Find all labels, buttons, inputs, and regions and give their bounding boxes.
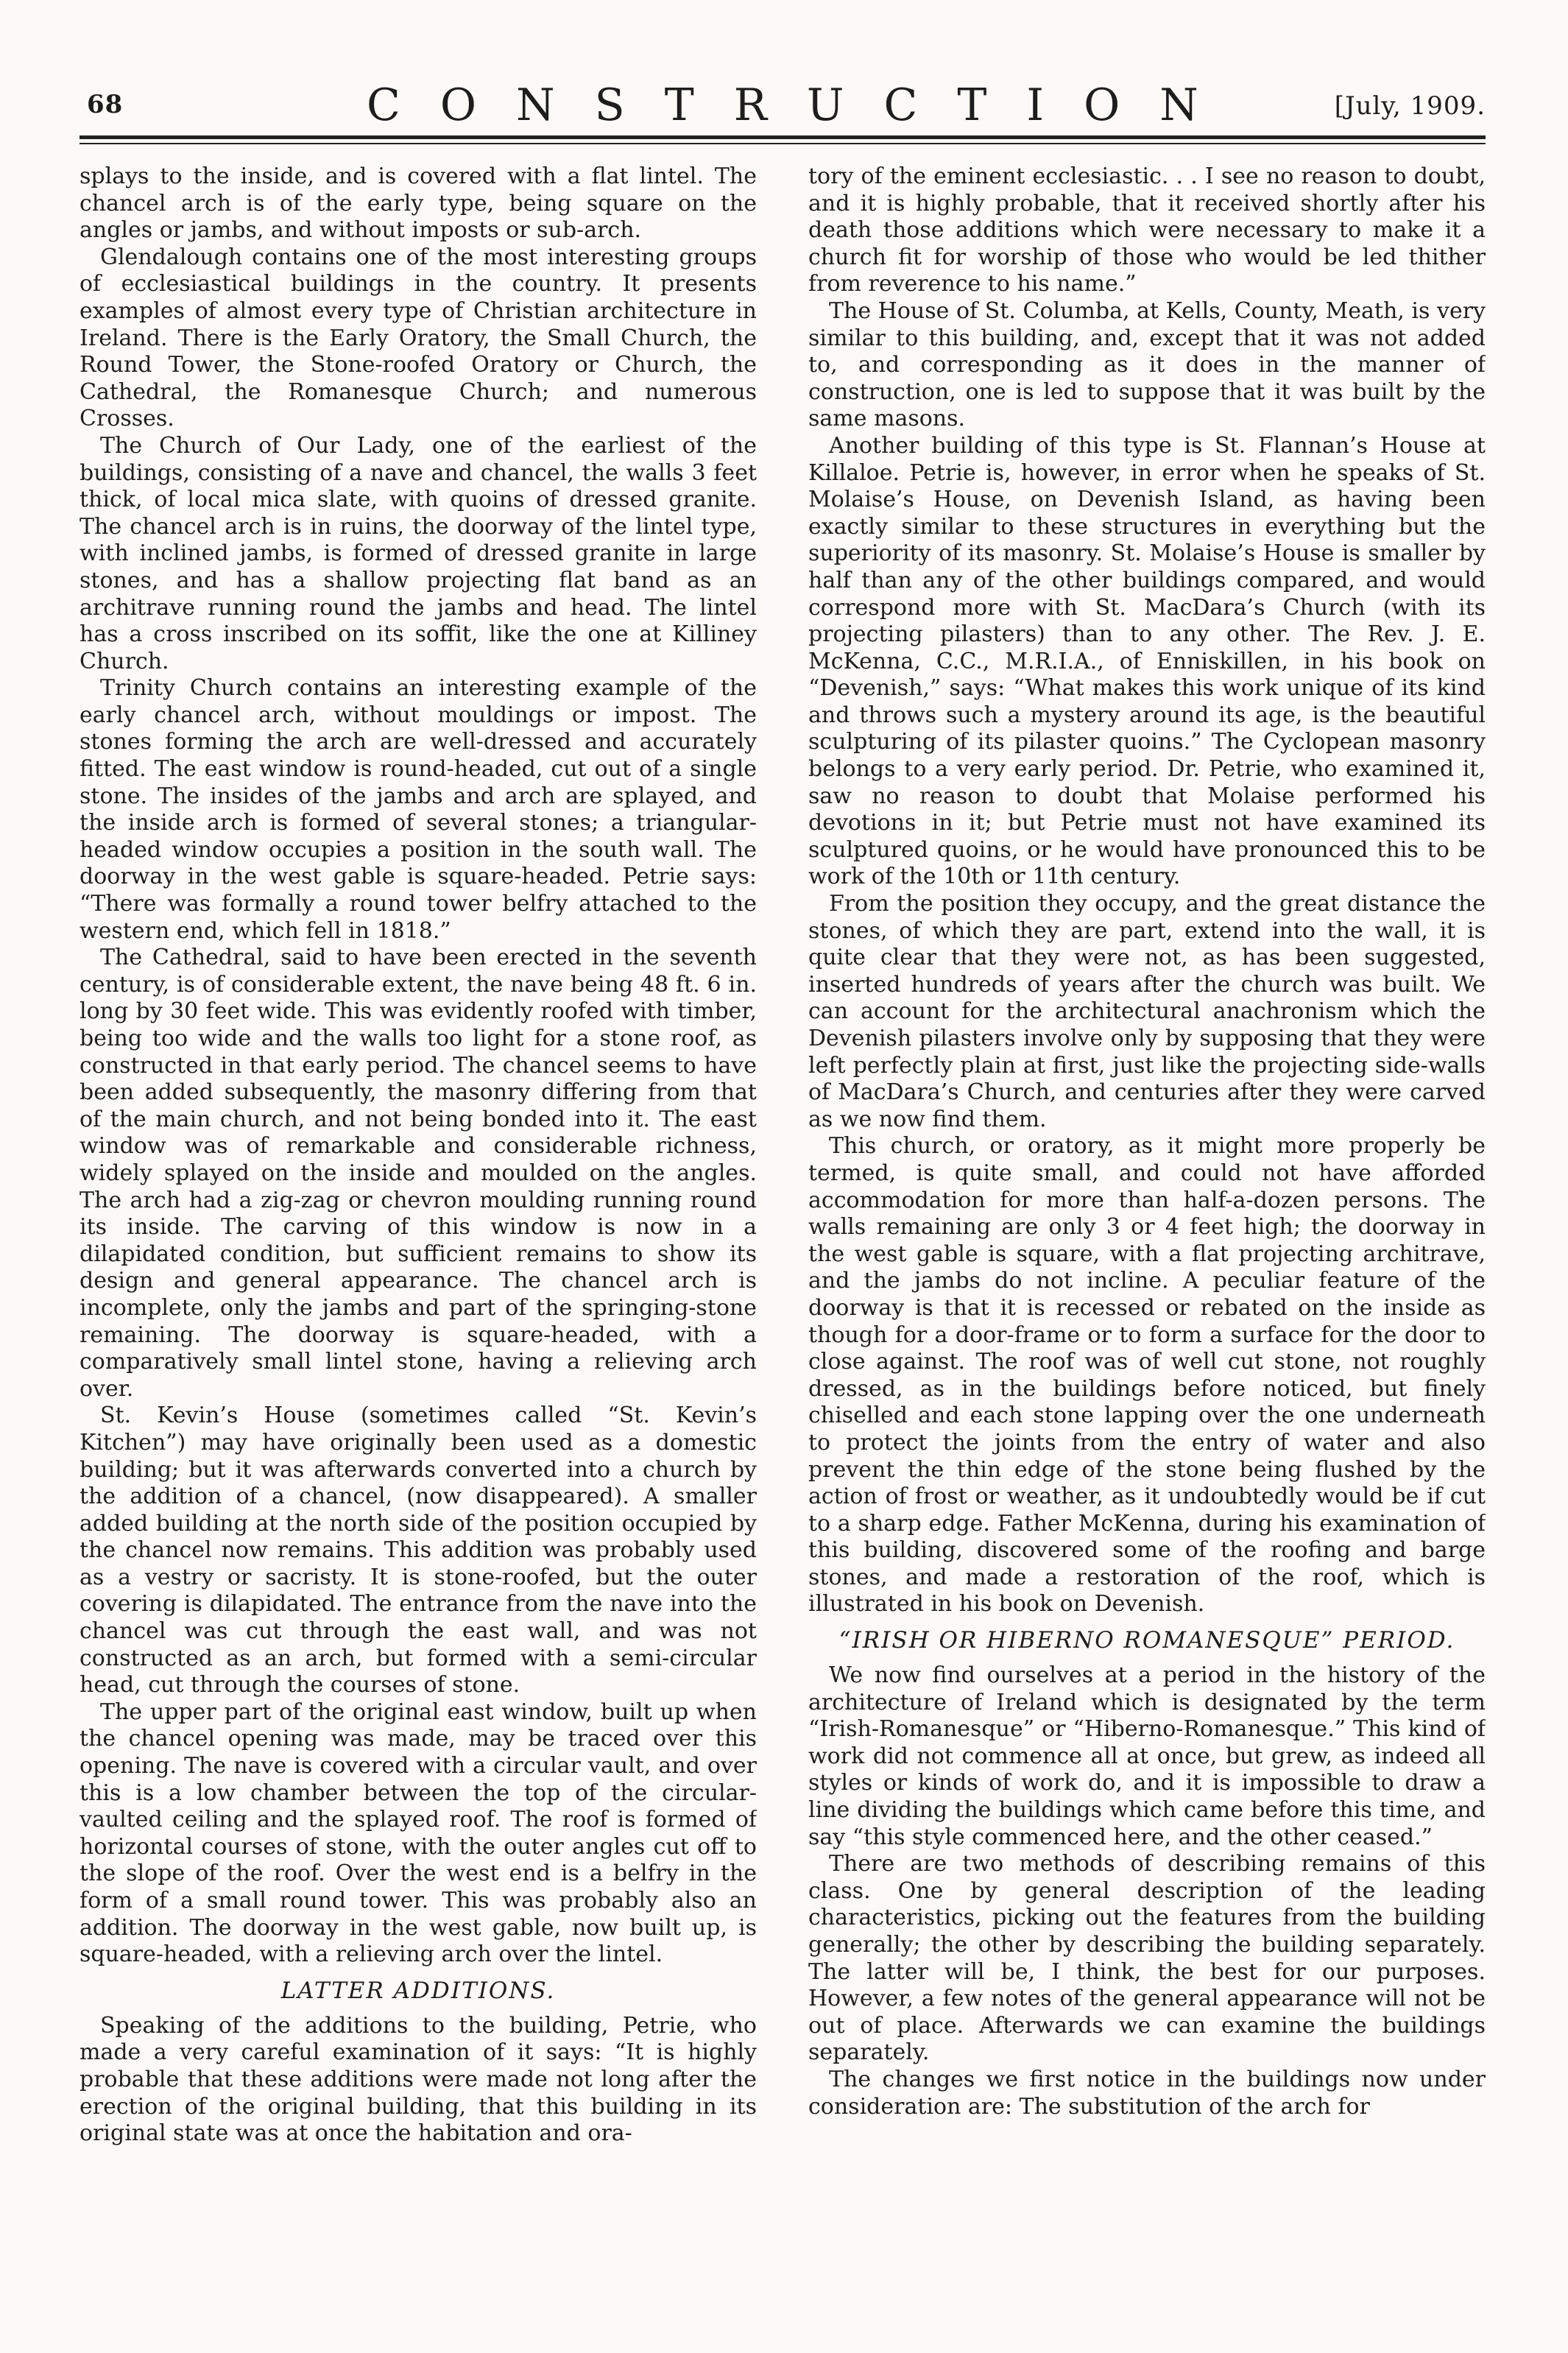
paragraph: Glendalough contains one of the most interesting groups of ecclesiastical buildings in the country. It presents examples of almost every type of Christian architecture in Ireland. There is the Early Oratory, the Small Church, the Round Tower, the Stone-roofed Oratory or Church, the Cathedral, the Romanesque Church; and numerous Crosses. <box>80 244 757 432</box>
paragraph: Speaking of the additions to the building, Petrie, who made a very careful examination of it says: “It is highly probable that these additions were made not long after the erection of the original building, that this building in its original state was at once the habitation and ora- <box>80 2012 757 2147</box>
page-number: 68 <box>87 90 124 119</box>
header-rule-thick <box>80 135 1486 139</box>
paragraph: We now find ourselves at a period in the history of the architecture of Ireland which is designated by the term “Irish-Romanesque” or “Hiberno-Romanesque.” This kind of work did not commence all at once, but grew, as indeed all styles or kinds of work do, and it is impossible to draw a line dividing the buildings which came before this time, and say “this style commenced here, and the other ceased.” <box>808 1662 1486 1850</box>
magazine-title: CONSTRUCTION <box>367 80 1238 131</box>
header-rule-thin <box>80 143 1486 144</box>
paragraph: There are two methods of describing remains of this class. One by general description of the leading characteristics, picking out the features from the building generally; the other by describing the building separately. The latter will be, I think, the best for our purposes. However, a few notes of the general appearance will not be out of place. Afterwards we can examine the buildings separately. <box>808 1851 1486 2066</box>
paragraph: St. Kevin’s House (sometimes called “St. Kevin’s Kitchen”) may have originally been used as a domestic building; but it was afterwards converted into a church by the addition of a chancel, (now disappeared). A smaller added building at the north side of the position occupied by the chancel now remains. This addition was probably used as a vestry or sacristy. It is stone-roofed, but the outer covering is dilapidated. The entrance from the nave into the chancel was cut through the east wall, and was not constructed as an arch, but formed with a semi-circular head, cut through the courses of stone. <box>80 1403 757 1698</box>
paragraph: Trinity Church contains an interesting example of the early chancel arch, without mouldings or impost. The stones forming the arch are well-dressed and accurately fitted. The east window is round-headed, cut out of a single stone. The insides of the jambs and arch are splayed, and the inside arch is formed of several stones; a triangular-headed window occupies a position in the south wall. The doorway in the west gable is square-headed. Petrie says: “There was formally a round tower belfry attached to the western end, which fell in 1818.” <box>80 675 757 944</box>
paragraph: The upper part of the original east window, built up when the chancel opening was made, may be traced over this opening. The nave is covered with a circular vault, and over this is a low chamber between the top of the circular-vaulted ceiling and the splayed roof. The roof is formed of horizontal courses of stone, with the outer angles cut off to the slope of the roof. Over the west end is a belfry in the form of a small round tower. This was probably also an addition. The doorway in the west gable, now built up, is square-headed, with a relieving arch over the lintel. <box>80 1698 757 1968</box>
right-column <box>808 163 1486 2313</box>
page-header <box>80 80 1486 131</box>
paragraph: From the position they occupy, and the great distance the stones, of which they are part, extend into the wall, it is quite clear that they were not, as has been suggested, inserted hundreds of years after the church was built. We can account for the architectural anachronism which the Devenish pilasters involve only by supposing that they were left perfectly plain at first, just like the projecting side-walls of MacDara’s Church, and centuries after they were carved as we now find them. <box>808 891 1486 1132</box>
paragraph: tory of the eminent ecclesiastic. . . I see no reason to doubt, and it is highly probable, that it received shortly after his death those additions which were necessary to make it a church fit for worship of those who would be led thither from reverence to his name.” <box>808 163 1486 297</box>
left-column <box>80 163 757 2313</box>
paragraph: The changes we first notice in the buildings now under consideration are: The substitution of the arch for <box>808 2066 1486 2120</box>
paragraph: The House of St. Columba, at Kells, County, Meath, is very similar to this building, and, except that it was not added to, and corresponding as it does in the manner of construction, one is led to suppose that it was built by the same masons. <box>808 297 1486 432</box>
issue-date: [July, 1909. <box>1334 91 1486 121</box>
paragraph: The Cathedral, said to have been erected in the seventh century, is of considerable extent, the nave being 48 ft. 6 in. long by 30 feet wide. This was evidently roofed with timber, being too wide and the walls too light for a stone roof, as constructed in that early period. The chancel seems to have been added subsequently, the masonry differing from that of the main church, and not being bonded into it. The east window was of remarkable and considerable richness, widely splayed on the inside and moulded on the angles. The arch had a zig-zag or chevron moulding running round its inside. The carving of this window is now in a dilapidated condition, but sufficient remains to show its design and general appearance. The chancel arch is incomplete, only the jambs and part of the springing-stone remaining. The doorway is square-headed, with a comparatively small lintel stone, having a relieving arch over. <box>80 945 757 1402</box>
section-heading: LATTER ADDITIONS. <box>280 1977 556 2004</box>
section-heading: “IRISH OR HIBERNO ROMANESQUE” PERIOD. <box>838 1627 1455 1654</box>
paragraph: This church, or oratory, as it might more properly be termed, is quite small, and could not have afforded accommodation for more than half-a-dozen persons. The walls remaining are only 3 or 4 feet high; the doorway in the west gable is square, with a flat projecting architrave, and the jambs do not incline. A peculiar feature of the doorway is that it is recessed or rebated on the inside as though for a door-frame or to form a surface for the door to close against. The roof was of well cut stone, not roughly dressed, as in the buildings before noticed, but finely chiselled and each stone lapping over the one underneath to protect the joints from the entry of water and also prevent the thin edge of the stone being flushed by the action of frost or weather, as it undoubtedly would be if cut to a sharp edge. Father McKenna, during his examination of this building, discovered some of the roofing and barge stones, and made a restoration of the roof, which is illustrated in his book on Devenish. <box>808 1133 1486 1618</box>
paragraph: The Church of Our Lady, one of the earliest of the buildings, consisting of a nave and chancel, the walls 3 feet thick, of local mica slate, with quoins of dressed granite. The chancel arch is in ruins, the doorway of the lintel type, with inclined jambs, is formed of dressed granite in large stones, and has a shallow projecting flat band as an architrave running round the jambs and head. The lintel has a cross inscribed on its soffit, like the one at Killiney Church. <box>80 432 757 674</box>
paragraph: splays to the inside, and is covered with a flat lintel. The chancel arch is of the early type, being square on the angles or jambs, and without imposts or sub-arch. <box>80 163 757 244</box>
paragraph: Another building of this type is St. Flannan’s House at Killaloe. Petrie is, however, in error when he speaks of St. Molaise’s House, on Devenish Island, as having been exactly similar to these structures in everything but the superiority of its masonry. St. Molaise’s House is smaller by half than any of the other buildings compared, and would correspond more with St. MacDara’s Church (with its projecting pilasters) than to any other. The Rev. J. E. McKenna, C.C., M.R.I.A., of Enniskillen, in his book on “Devenish,” says: “What makes this work unique of its kind and throws such a mystery around its age, is the beautiful sculpturing of its pilaster quoins.” The Cyclopean masonry belongs to a very early period. Dr. Petrie, who examined it, saw no reason to doubt that Molaise performed his devotions in it; but Petrie must not have examined its sculptured quoins, or he would have pronounced this to be work of the 10th or 11th century. <box>808 432 1486 890</box>
